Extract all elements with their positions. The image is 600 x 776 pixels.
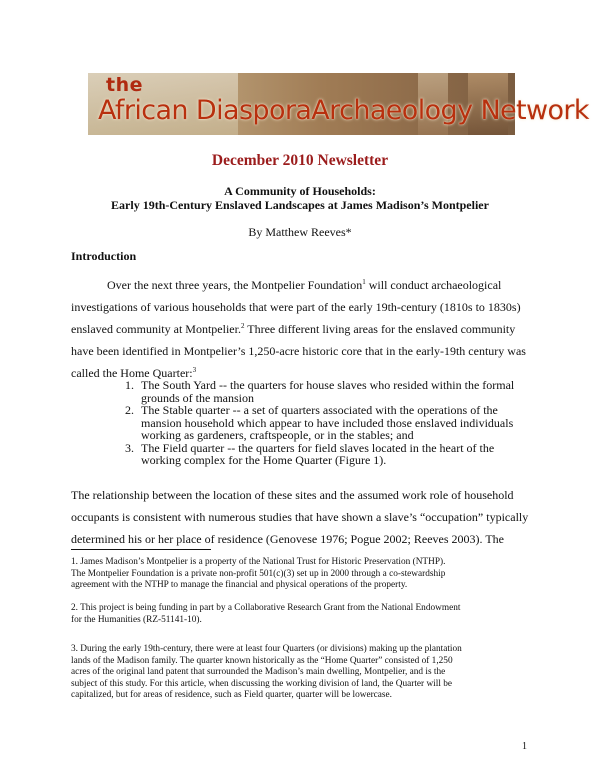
footnote-ref[interactable]: 1	[362, 278, 366, 286]
footnote-divider	[71, 549, 211, 550]
list-item	[125, 404, 525, 442]
footnote-1	[71, 557, 541, 592]
footnote-line: subject of this study. For this article, when discussing the working division of land, the Quarter will be	[71, 678, 453, 689]
footnote-ref[interactable]: 2	[240, 322, 245, 330]
list-number: 1.	[125, 378, 134, 392]
paragraph-line: determined his or her place of residence (Genovese 1976; Pogue 2002; Reeves 2003). The	[71, 532, 504, 546]
footnote-line: lands of the Madison family. The quarter known historically as the “Home Quarter” consisted of 1,250	[71, 655, 453, 666]
article-title-line: Early 19th-Century Enslaved Landscapes at James Madison’s Montpelier	[111, 198, 489, 212]
footnote-3	[71, 644, 541, 702]
intro-paragraph	[71, 274, 531, 384]
footnote-line: capitalized, but for areas of residence, such as Field quarter, quarter will be lowercase.	[71, 690, 393, 700]
footnote-line: for the Humanities (RZ-51141-10).	[71, 614, 202, 625]
footnote-line: agreement with the NTHP to manage the financial and physical operations of the property.	[71, 580, 408, 590]
paragraph-line: occupants is consistent with numerous studies that have shown a slave’s “occupation” typically	[71, 510, 529, 524]
author-byline: By Matthew Reeves*	[248, 225, 352, 239]
footnote-2	[71, 603, 541, 626]
list-item-line: The South Yard -- the quarters for house slaves who resided within the formal	[141, 378, 515, 392]
paragraph-line: Over the next three years, the Montpelier Foundation$^1$ will conduct archaeological	[107, 278, 502, 292]
numbered-list	[125, 379, 525, 467]
footnote-line: acres of the original land patent that surrounded the Madison’s main dwelling, Montpelier, and is the	[71, 667, 446, 677]
list-item-line: The Stable quarter -- a set of quarters associated with the operations of the	[141, 403, 498, 417]
footnote-line: 3. During the early 19th-century, there were at least four Quarters (or divisions) making up the plantation	[71, 644, 462, 654]
footnote-line: 1. James Madison’s Montpelier is a property of the National Trust for Historic Preservation (NTHP).	[71, 557, 446, 567]
page-number: 1	[522, 741, 527, 752]
paragraph-line: The relationship between the location of these sites and the assumed work role of household	[71, 488, 514, 502]
banner-title-text: African DiasporaArchaeology Network	[98, 95, 589, 126]
paragraph-line: enslaved community at Montpelier.$^2$ Three different living areas for the enslaved community	[71, 322, 516, 336]
list-item-line: working as gardeners, craftspeople, or in the stables; and	[141, 428, 414, 442]
article-title-line: A Community of Households:	[224, 184, 376, 198]
footnote-ref[interactable]: 3	[192, 366, 197, 374]
body-paragraph	[71, 484, 531, 550]
list-item-line: mansion household which appear to have included those enslaved individuals	[141, 415, 514, 430]
footnote-line: 2. This project is being funding in part by a Collaborative Research Grant from the National Endowment	[71, 603, 461, 613]
paragraph-line: called the Home Quarter:$^3$	[71, 366, 197, 380]
list-item-line: The Field quarter -- the quarters for field slaves located in the heart of the	[141, 440, 495, 455]
list-item	[125, 442, 525, 467]
header-banner	[88, 73, 589, 135]
footnote-line: The Montpelier Foundation is a private non-profit 501(c)(3) set up in 2000 through a co-stewardship	[71, 568, 446, 579]
list-item-line: working complex for the Home Quarter (Figure 1).	[141, 453, 387, 467]
newsletter-title: December 2010 Newsletter	[211, 152, 389, 169]
article-title	[0, 184, 600, 212]
banner-the-text: the	[106, 74, 143, 96]
list-item-line: grounds of the mansion	[141, 390, 254, 405]
paragraph-line: investigations of various households that were part of the early 19th-century (1810s to 1830s)	[71, 300, 521, 314]
section-heading: Introduction	[71, 249, 137, 263]
list-item	[125, 379, 525, 404]
paragraph-line: have been identified in Montpelier’s 1,250-acre historic core that in the early-19th century was	[71, 344, 526, 358]
list-number: 2.	[125, 403, 134, 417]
list-number: 3.	[125, 440, 134, 455]
